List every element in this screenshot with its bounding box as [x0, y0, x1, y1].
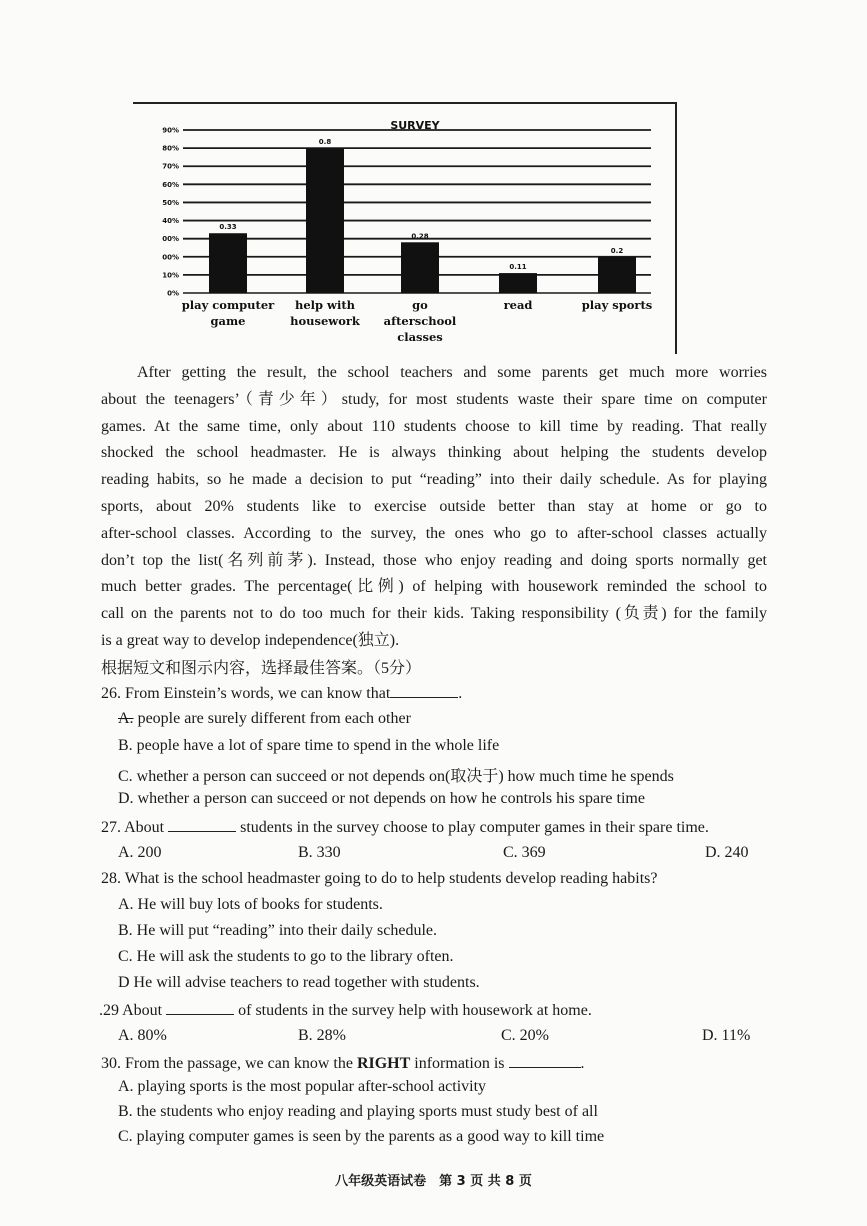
question-29 [99, 1000, 592, 1020]
question-27-stem: 27. About [101, 819, 165, 836]
answer-blank-29 [166, 1000, 234, 1015]
data-label: 0.11 [509, 263, 527, 272]
category-label: read [503, 298, 533, 312]
y-tick-label: 80% [162, 144, 179, 153]
category-label: play sports [581, 298, 653, 312]
option-28-b: B. He will put “reading” into their daily schedule. [118, 922, 438, 939]
passage-line-5: reading habits, so he made a decision to put “reading” into their daily schedule. As for playing [101, 471, 767, 489]
option-28-d: D He will advise teachers to read together with students. [118, 974, 480, 991]
passage-line-11: is a great way to develop independence(独立). [101, 631, 400, 649]
y-tick-label: 70% [162, 162, 179, 171]
question-27 [101, 817, 709, 837]
option-28-a: A. He will buy lots of books for students. [118, 896, 383, 913]
question-29-stem: .29 About [99, 1002, 163, 1019]
data-label: 0.28 [411, 232, 429, 241]
question-30 [101, 1053, 585, 1073]
category-label: housework [290, 314, 360, 328]
y-tick-label: 90% [162, 126, 179, 135]
category-label: go [412, 298, 428, 312]
category-label: classes [397, 330, 443, 344]
passage-line-7: after-school classes. According to the survey, the ones who go to after-school classes actually [101, 524, 767, 542]
question-30-stem: 30. From the passage, we can know the [101, 1055, 353, 1072]
option-29-c: C. 20% [501, 1027, 549, 1044]
y-tick-label: 00% [162, 235, 179, 244]
option-26-d: D. whether a person can succeed or not depends on how he controls his spare time [118, 790, 645, 807]
category-label: help with [294, 298, 356, 312]
option-27-a: A. 200 [118, 844, 162, 861]
answer-blank-30 [509, 1053, 581, 1068]
option-26-c: C. whether a person can succeed or not depends on(取决于) how much time he spends [118, 768, 674, 785]
data-label: 0.2 [610, 246, 624, 255]
category-label: play computer [181, 298, 275, 312]
bar [499, 273, 537, 293]
bar [598, 257, 636, 293]
option-29-a: A. 80% [118, 1027, 167, 1044]
option-26-a-mark: A. [118, 710, 134, 727]
passage-line-4: shocked the school headmaster. He is always thinking about helping the students develop [101, 444, 767, 462]
question-30-end: . [580, 1055, 585, 1072]
question-30-stem-2: information is [414, 1055, 505, 1072]
question-29-end: of students in the survey help with housework at home. [238, 1002, 592, 1019]
category-label: game [210, 314, 246, 328]
option-27-d: D. 240 [705, 844, 749, 861]
passage-line-2: about the teenagers’（青少年）study, for most students waste their spare time on computer [101, 390, 767, 408]
question-28: 28. What is the school headmaster going to do to help students develop reading habits? [101, 870, 658, 887]
y-tick-label: 60% [162, 180, 179, 189]
question-26-stem: 26. From Einstein’s words, we can know that [101, 685, 391, 702]
option-29-b: B. 28% [298, 1027, 346, 1044]
answer-blank-27 [168, 817, 236, 832]
question-26-end: . [458, 685, 463, 702]
page-footer: 八年级英语试卷 第 3 页 共 8 页 [335, 1174, 532, 1189]
category-label: afterschool [383, 314, 457, 328]
passage-line-6: sports, about 20% students like to exercise outside better than stay at home or go to [101, 497, 767, 515]
option-26-a [118, 710, 411, 728]
option-30-b: B. the students who enjoy reading and playing sports must study best of all [118, 1103, 598, 1120]
option-27-b: B. 330 [298, 844, 341, 861]
option-30-a: A. playing sports is the most popular after-school activity [118, 1078, 487, 1095]
option-28-c: C. He will ask the students to go to the library often. [118, 948, 454, 965]
passage-line-9: much better grades. The percentage(比例) of helping with housework reminded the school to [101, 578, 767, 596]
y-tick-label: 10% [162, 271, 179, 280]
passage-line-8: don’t top the list(名列前茅). Instead, those who enjoy reading and doing sports normally get [101, 551, 767, 569]
question-30-emphasis: RIGHT [356, 1055, 411, 1072]
option-26-b: B. people have a lot of spare time to spend in the whole life [118, 737, 500, 754]
y-tick-label: 0% [167, 289, 179, 298]
answer-blank-26 [390, 683, 458, 698]
passage-line-10: call on the parents not to do too much for their kids. Taking responsibility (负责) for the family [101, 605, 767, 623]
y-tick-label: 40% [162, 217, 179, 226]
option-30-c: C. playing computer games is seen by the parents as a good way to kill time [118, 1128, 605, 1145]
y-tick-label: 50% [162, 198, 179, 207]
option-27-c: C. 369 [503, 844, 546, 861]
instruction: 根据短文和图示内容，选择最佳答案。（5分） [101, 660, 422, 677]
survey-bar-chart [133, 104, 677, 356]
bar [401, 242, 439, 293]
passage-line-3: games. At the same time, only about 110 students choose to kill time by reading. That really [101, 417, 767, 435]
data-label: 0.33 [219, 223, 237, 232]
question-26 [101, 683, 462, 703]
bar [209, 233, 247, 293]
chart-title: SURVEY [390, 119, 440, 132]
passage-line-1: After getting the result, the school teachers and some parents get much more worries [137, 364, 767, 381]
option-29-d: D. 11% [702, 1027, 751, 1044]
bar [306, 148, 344, 293]
survey-chart [133, 102, 677, 354]
passage [101, 360, 767, 655]
y-tick-label: 00% [162, 253, 179, 262]
question-27-end: students in the survey choose to play computer games in their spare time. [240, 819, 709, 836]
option-26-a-text: people are surely different from each other [137, 710, 411, 727]
data-label: 0.8 [318, 138, 332, 147]
